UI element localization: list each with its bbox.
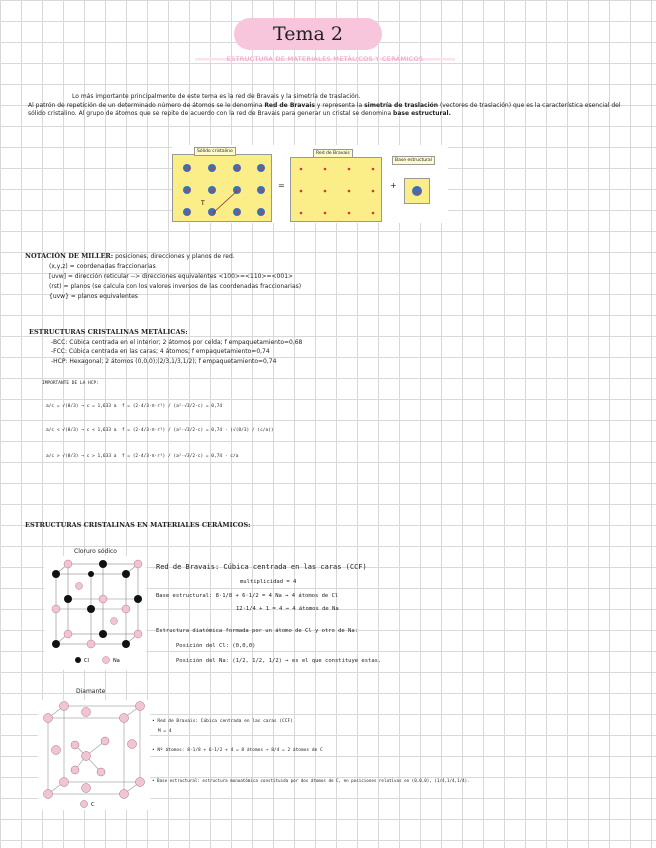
miller-section [25, 251, 425, 302]
lattice-point [417, 191, 420, 194]
cl-atom [122, 640, 130, 648]
c-atom [136, 778, 145, 787]
na-atom [87, 640, 95, 648]
miller-item: {uvw} = planos equivalentes [49, 293, 138, 300]
c-atom [71, 766, 79, 774]
na-atom [134, 630, 142, 638]
c-atom [136, 702, 145, 711]
atom [208, 208, 216, 216]
formula-fraction: f = (2·4/3·π·r³) / (a²·√3/2·c) [121, 404, 204, 409]
atom [257, 164, 265, 172]
cl-atom [52, 570, 60, 578]
intro-bold-base: base estructural. [393, 110, 451, 118]
panel-base [404, 178, 430, 204]
lattice-point [348, 190, 351, 193]
formula-ratio: a/c > √(8/3) [46, 454, 79, 459]
intro-paragraph [28, 102, 626, 119]
nacl-note-2: multiplicidad = 4 [240, 579, 297, 585]
cl-atom [99, 560, 107, 568]
cl-atom [122, 570, 130, 578]
lattice-point [261, 168, 264, 171]
c-atom [71, 741, 79, 749]
c-atom [82, 752, 91, 761]
lattice-point [187, 190, 190, 193]
formula-result: → c = 1,633 a [81, 404, 117, 409]
miller-heading: NOTACIÓN DE MILLER: [25, 252, 114, 260]
c-atom [82, 708, 91, 717]
lattice-point [324, 212, 327, 215]
diamond-note-1: • Red de Bravais: Cúbica centrada en las caras (CCF) [152, 719, 293, 724]
intro-bold-symmetry: simetría de traslación [364, 101, 439, 109]
lattice-point [261, 212, 264, 215]
formula-result: → c < 1,633 a [81, 428, 117, 433]
metal-item: -HCP: Hexagonal; 2 átomos (0,0,0);(2/3,1/3,1/2); f empaquetamiento=0,74 [51, 357, 277, 365]
atom [257, 186, 265, 194]
bravais-points [291, 158, 381, 221]
intro-text-e: (vectores de traslación) que es la característica esencial del sólido cristalino. Al grupo de átomos que se repite de acuerdo con la red de Bravais para generar un cristal se denomina [28, 101, 621, 118]
atom [208, 164, 216, 172]
atom [412, 186, 422, 196]
page-title: Tema 2 [234, 18, 382, 50]
cl-atom [99, 630, 107, 638]
c-atom [120, 714, 129, 723]
na-atom [76, 583, 83, 590]
lattice-point [372, 168, 375, 171]
bravais-figure [172, 145, 448, 223]
formula-value: = 0,74 · c/a [205, 454, 239, 459]
page-subtitle: ESTRUCTURA DE MATERIALES METÁLICOS Y CERÁMICOS [195, 55, 455, 63]
translation-vector [213, 191, 237, 213]
hcp-title: IMPORTANTE DE LA HCP: [42, 381, 99, 386]
plus-sign: + [390, 181, 397, 190]
formula-ratio: a/c = √(8/3) [46, 404, 79, 409]
formula-fraction: f = (2·4/3·π·r³) / (a²·√3/2·c) [121, 428, 204, 433]
c-atom [101, 737, 109, 745]
panel-label-base: Base estructural [392, 156, 435, 165]
nacl-label: Cloruro sódico [74, 548, 117, 555]
lattice-point [261, 190, 264, 193]
na-atom [111, 618, 118, 625]
c-atom [44, 790, 53, 799]
c-atom [52, 746, 61, 755]
cl-atom [64, 595, 72, 603]
na-atom [122, 605, 130, 613]
lattice-point [237, 168, 240, 171]
metal-item: -BCC: Cúbica centrada en el interior; 2 átomos por celda; f empaquetamiento=0,68 [51, 338, 303, 346]
lattice-point [237, 190, 240, 193]
na-atom [134, 560, 142, 568]
lattice-point [300, 190, 303, 193]
lattice-point [237, 212, 240, 215]
miller-heading-line [25, 251, 425, 262]
c-atom [44, 714, 53, 723]
diamond-lattice [38, 700, 150, 810]
cl-atom [88, 571, 94, 577]
legend-na-text: Na [113, 658, 120, 664]
formula-value: = 0,74 [205, 404, 223, 409]
formula-fraction: f = (2·4/3·π·r³) / (a²·√3/2·c) [121, 454, 204, 459]
intro-line-1: Lo más importante principalmente de este tema es la red de Bravais y la simetría de traslación. [72, 93, 361, 100]
panel-bravais [290, 157, 382, 222]
lattice-point [300, 212, 303, 215]
legend-cl-dot [75, 657, 81, 663]
diamond-note-2: M = 4 [158, 729, 172, 734]
intro-bold-bravais: Red de Bravais [264, 101, 316, 109]
miller-item: (x,y,z) = coordenadas fraccionarias [49, 263, 156, 270]
metal-section [29, 328, 449, 366]
atom [233, 164, 241, 172]
hcp-formula-3 [46, 454, 238, 459]
legend-cl-text: Cl [84, 658, 89, 664]
lattice-point [212, 168, 215, 171]
c-atom [128, 740, 137, 749]
nacl-note-6: Posición del Cl: (0,0,0) [176, 643, 256, 649]
c-atom [60, 702, 69, 711]
intro-text-a: Al patrón de repetición de un determinado número de átomos se le denomina [28, 101, 265, 109]
na-atom [64, 560, 72, 568]
nacl-note-1: Red de Bravais: Cúbica centrada en las caras (CCF) [156, 563, 367, 571]
cl-atom [87, 605, 95, 613]
c-atom [120, 790, 129, 799]
legend-na-dot [103, 657, 110, 664]
cl-atom [134, 595, 142, 603]
diamond-note-4: • Base estructural: estructura monoatómica constituida por dos átomos de C, en posiciones relativas en (0,0,0), (1/4,1/4,1/4). [152, 778, 470, 783]
crystal-atoms [173, 155, 271, 221]
nacl-diagram [44, 556, 146, 670]
cl-atom [52, 640, 60, 648]
equals-sign: = [278, 181, 285, 190]
diamond-label: Diamante [76, 688, 106, 695]
miller-item: (rst) = planos (se calcula con los valores inversos de las coordenadas fraccionarias) [49, 283, 302, 290]
nacl-note-7: Posición del Na: (1/2, 1/2, 1/2) → es el que constituye estas. [176, 658, 382, 664]
lattice-point [372, 212, 375, 215]
nacl-note-5: Estructura diatómica formada por un átomo de Cl y otro de Na: [156, 628, 358, 634]
lattice-point [324, 168, 327, 171]
diamond-note-3: • Nº átomos: 8·1/8 + 6·1/2 + 4 = 8 átomos → 8/4 = 2 átomos de C [152, 748, 323, 753]
lattice-point [372, 190, 375, 193]
na-atom [99, 595, 107, 603]
atom [183, 164, 191, 172]
intro-text-c: y representa la [315, 101, 365, 109]
atom [183, 208, 191, 216]
ceramic-heading: ESTRUCTURAS CRISTALINAS EN MATERIALES CERÁMICOS: [25, 521, 251, 529]
lattice-point [187, 168, 190, 171]
lattice-point [187, 212, 190, 215]
lattice-point [212, 190, 215, 193]
hcp-formula-1 [46, 404, 222, 409]
nacl-note-3: Base estructural: 8·1/8 + 6·1/2 = 4 Na → 4 átomos de Cl [156, 593, 339, 599]
lattice-point [348, 168, 351, 171]
panel-label-crystal: Sólido cristalino [194, 147, 236, 156]
legend-c-dot [81, 801, 88, 808]
miller-item: [uvw] = dirección reticular --> direcciones equivalentes <100>=<110>=<001> [49, 273, 294, 280]
nacl-note-4: 12·1/4 + 1 = 4 → 4 átomos de Na [236, 606, 339, 612]
atom [257, 208, 265, 216]
c-atom [82, 784, 91, 793]
c-atom [97, 768, 105, 776]
diamond-diagram [38, 700, 150, 810]
vector-label: T [201, 200, 205, 207]
atom [233, 186, 241, 194]
formula-value: = 0,74 · (√(8/3) / (c/a)) [205, 428, 274, 433]
atom [183, 186, 191, 194]
lattice-point [300, 168, 303, 171]
metal-heading: ESTRUCTURAS CRISTALINAS METÁLICAS: [29, 328, 188, 336]
intro-text [28, 93, 626, 119]
miller-heading-rest: posiciones, direcciones y planos de red. [113, 253, 235, 260]
atom [208, 186, 216, 194]
lattice-point [324, 190, 327, 193]
lattice-point [348, 212, 351, 215]
formula-result: → c > 1,633 a [81, 454, 117, 459]
nacl-lattice [44, 556, 146, 670]
formula-ratio: a/c < √(8/3) [46, 428, 79, 433]
hcp-formula-2 [46, 428, 274, 433]
metal-item: -FCC: Cúbica centrada en las caras; 4 átomos; f empaquetamiento=0,74 [51, 348, 270, 355]
atom [233, 208, 241, 216]
base-atom [405, 179, 429, 203]
panel-crystal [172, 154, 272, 222]
legend-c-text: C [91, 802, 95, 808]
panel-label-bravais: Red de Bravais [313, 149, 353, 158]
na-atom [64, 630, 72, 638]
na-atom [52, 605, 60, 613]
c-atom [60, 778, 69, 787]
